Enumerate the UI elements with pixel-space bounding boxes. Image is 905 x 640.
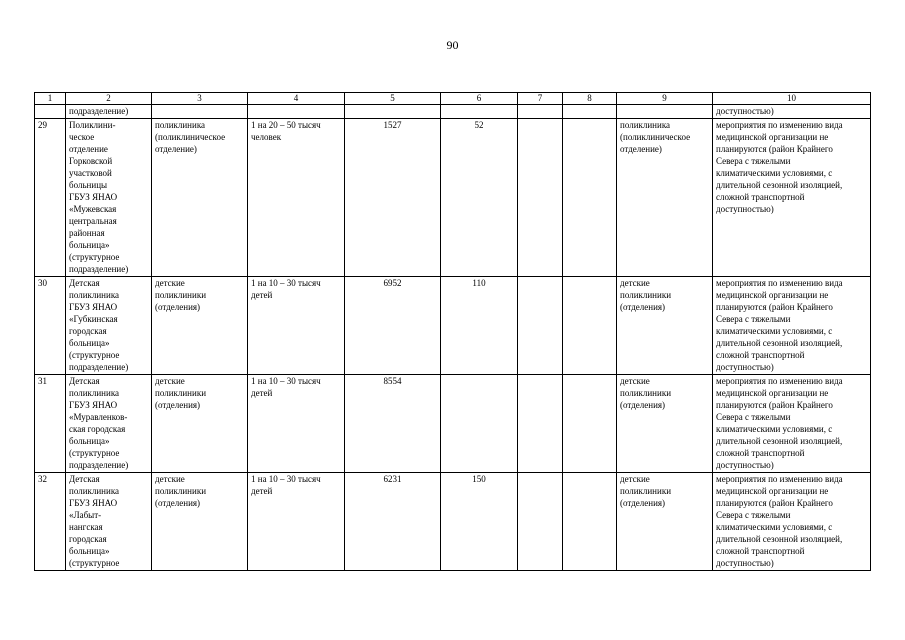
column-number: 1 (35, 93, 66, 105)
target-type-cell (617, 105, 713, 119)
column-number: 3 (152, 93, 248, 105)
target-type-cell: детские поликлиники (отделения) (617, 473, 713, 571)
value-cell-5: 6952 (345, 277, 441, 375)
value-cell-6 (441, 375, 518, 473)
value-cell-6: 110 (441, 277, 518, 375)
value-cell-8 (563, 119, 617, 277)
value-cell-7 (518, 375, 563, 473)
norm-cell (248, 105, 345, 119)
organization-cell: Детская поликлиника ГБУЗ ЯНАО «Губкинская городская больница» (структурное подразделение) (66, 277, 152, 375)
norm-cell: 1 на 10 – 30 тысяч детей (248, 473, 345, 571)
facility-type-cell: поликлиника (поликлиническое отделение) (152, 119, 248, 277)
table-row (35, 119, 871, 277)
row-number-cell (35, 105, 66, 119)
value-cell-5 (345, 105, 441, 119)
value-cell-7 (518, 105, 563, 119)
target-type-cell: детские поликлиники (отделения) (617, 277, 713, 375)
target-type-cell: поликлиника (поликлиническое отделение) (617, 119, 713, 277)
organization-cell: подразделение) (66, 105, 152, 119)
table-row (35, 473, 871, 571)
column-number: 2 (66, 93, 152, 105)
column-number: 5 (345, 93, 441, 105)
target-type-cell: детские поликлиники (отделения) (617, 375, 713, 473)
norm-cell: 1 на 20 – 50 тысяч человек (248, 119, 345, 277)
value-cell-7 (518, 473, 563, 571)
table-row (35, 277, 871, 375)
facilities-table (34, 92, 871, 571)
column-number: 9 (617, 93, 713, 105)
organization-cell: Детская поликлиника ГБУЗ ЯНАО «Муравленков- ская городская больница» (структурное подразделение) (66, 375, 152, 473)
value-cell-8 (563, 277, 617, 375)
table-row (35, 375, 871, 473)
column-number: 10 (713, 93, 871, 105)
value-cell-7 (518, 119, 563, 277)
organization-cell: Детская поликлиника ГБУЗ ЯНАО «Лабыт- нангская городская больница» (структурное (66, 473, 152, 571)
organization-cell: Поликлини- ческое отделение Горковской участковой больницы ГБУЗ ЯНАО «Мужевская центральная районная больница» (структурное подразделение) (66, 119, 152, 277)
value-cell-6 (441, 105, 518, 119)
facility-type-cell: детские поликлиники (отделения) (152, 473, 248, 571)
column-number: 6 (441, 93, 518, 105)
value-cell-8 (563, 375, 617, 473)
value-cell-8 (563, 473, 617, 571)
norm-cell: 1 на 10 – 30 тысяч детей (248, 277, 345, 375)
value-cell-5: 8554 (345, 375, 441, 473)
comment-cell: доступностью) (713, 105, 871, 119)
comment-cell: мероприятия по изменению вида медицинской организации не планируются (район Крайнего Севера с тяжелыми климатическими условиями, с длительной сезонной изоляцией, сложной транспортной доступностью) (713, 119, 871, 277)
column-number-row (35, 93, 871, 105)
facility-type-cell: детские поликлиники (отделения) (152, 375, 248, 473)
value-cell-6: 150 (441, 473, 518, 571)
column-number: 4 (248, 93, 345, 105)
comment-cell: мероприятия по изменению вида медицинской организации не планируются (район Крайнего Севера с тяжелыми климатическими условиями, с длительной сезонной изоляцией, сложной транспортной доступностью) (713, 473, 871, 571)
column-number: 8 (563, 93, 617, 105)
comment-cell: мероприятия по изменению вида медицинской организации не планируются (район Крайнего Севера с тяжелыми климатическими условиями, с длительной сезонной изоляцией, сложной транспортной доступностью) (713, 277, 871, 375)
value-cell-7 (518, 277, 563, 375)
value-cell-8 (563, 105, 617, 119)
table-row (35, 105, 871, 119)
facility-type-cell (152, 105, 248, 119)
value-cell-5: 1527 (345, 119, 441, 277)
row-number-cell: 30 (35, 277, 66, 375)
facility-type-cell: детские поликлиники (отделения) (152, 277, 248, 375)
page-number: 90 (446, 38, 459, 52)
value-cell-6: 52 (441, 119, 518, 277)
row-number-cell: 31 (35, 375, 66, 473)
norm-cell: 1 на 10 – 30 тысяч детей (248, 375, 345, 473)
row-number-cell: 29 (35, 119, 66, 277)
comment-cell: мероприятия по изменению вида медицинской организации не планируются (район Крайнего Севера с тяжелыми климатическими условиями, с длительной сезонной изоляцией, сложной транспортной доступностью) (713, 375, 871, 473)
value-cell-5: 6231 (345, 473, 441, 571)
column-number: 7 (518, 93, 563, 105)
row-number-cell: 32 (35, 473, 66, 571)
